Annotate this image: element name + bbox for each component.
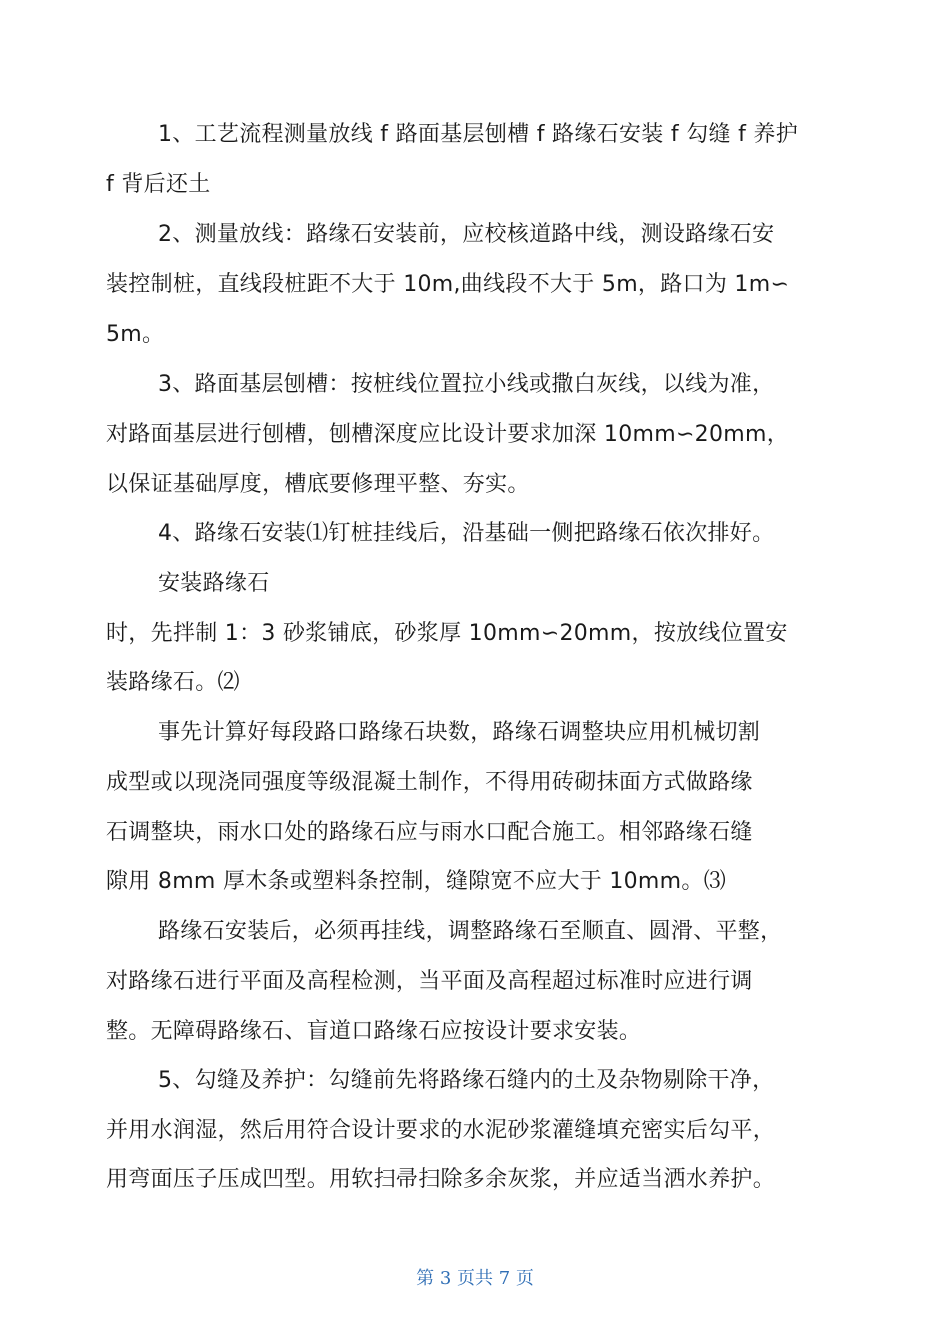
paragraph-5-line-1: 事先计算好每段路口路缘石块数，路缘石调整块应用机械切割 xyxy=(158,720,761,745)
paragraph-7-line-2: 并用水润湿，然后用符合设计要求的水泥砂浆灌缝填充密实后勾平， xyxy=(106,1118,776,1143)
paragraph-5-line-4: 隙用 8mm 厚木条或塑料条控制，缝隙宽不应大于 10mm。⑶ xyxy=(106,869,726,894)
paragraph-3-line-2: 对路面基层进行刨槽，刨槽深度应比设计要求加深 10mm∽20mm， xyxy=(106,422,790,447)
paragraph-1-line-1: 1、工艺流程测量放线 f 路面基层刨槽 f 路缘石安装 f 勾缝 f 养护 xyxy=(158,122,799,147)
paragraph-5-line-3: 石调整块，雨水口处的路缘石应与雨水口配合施工。相邻路缘石缝 xyxy=(106,820,753,845)
paragraph-2-line-2: 装控制桩，直线段桩距不大于 10m,曲线段不大于 5m，路口为 1m∽ xyxy=(106,272,790,297)
paragraph-7-line-3: 用弯面压子压成凹型。用软扫帚扫除多余灰浆，并应适当洒水养护。 xyxy=(106,1167,776,1192)
page-number-footer: 第 3 页共 7 页 xyxy=(416,1268,534,1289)
paragraph-4-line-2: 安装路缘石 xyxy=(158,571,270,596)
paragraph-2-line-3: 5m。 xyxy=(106,322,165,347)
paragraph-2-line-1: 2、测量放线：路缘石安装前，应校核道路中线，测设路缘石安 xyxy=(158,222,775,247)
paragraph-3-line-1: 3、路面基层刨槽：按桩线位置拉小线或撒白灰线，以线为准， xyxy=(158,372,775,397)
paragraph-1-line-2: f 背后还土 xyxy=(106,172,211,197)
paragraph-7-line-1: 5、勾缝及养护：勾缝前先将路缘石缝内的土及杂物剔除干净， xyxy=(158,1068,775,1093)
paragraph-3-line-3: 以保证基础厚度，槽底要修理平整、夯实。 xyxy=(106,472,530,497)
paragraph-6-line-1: 路缘石安装后，必须再挂线，调整路缘石至顺直、圆滑、平整， xyxy=(158,919,783,944)
paragraph-5-line-2: 成型或以现浇同强度等级混凝土制作，不得用砖砌抹面方式做路缘 xyxy=(106,770,753,795)
paragraph-6-line-3: 整。无障碍路缘石、盲道口路缘石应按设计要求安装。 xyxy=(106,1019,642,1044)
paragraph-4-line-1: 4、路缘石安装⑴钉桩挂线后，沿基础一侧把路缘石依次排好。 xyxy=(158,521,775,546)
paragraph-4-line-3: 时，先拌制 1：3 砂浆铺底，砂浆厚 10mm∽20mm，按放线位置安 xyxy=(106,621,788,646)
paragraph-4-line-4: 装路缘石。⑵ xyxy=(106,670,240,695)
paragraph-6-line-2: 对路缘石进行平面及高程检测，当平面及高程超过标准时应进行调 xyxy=(106,969,753,994)
